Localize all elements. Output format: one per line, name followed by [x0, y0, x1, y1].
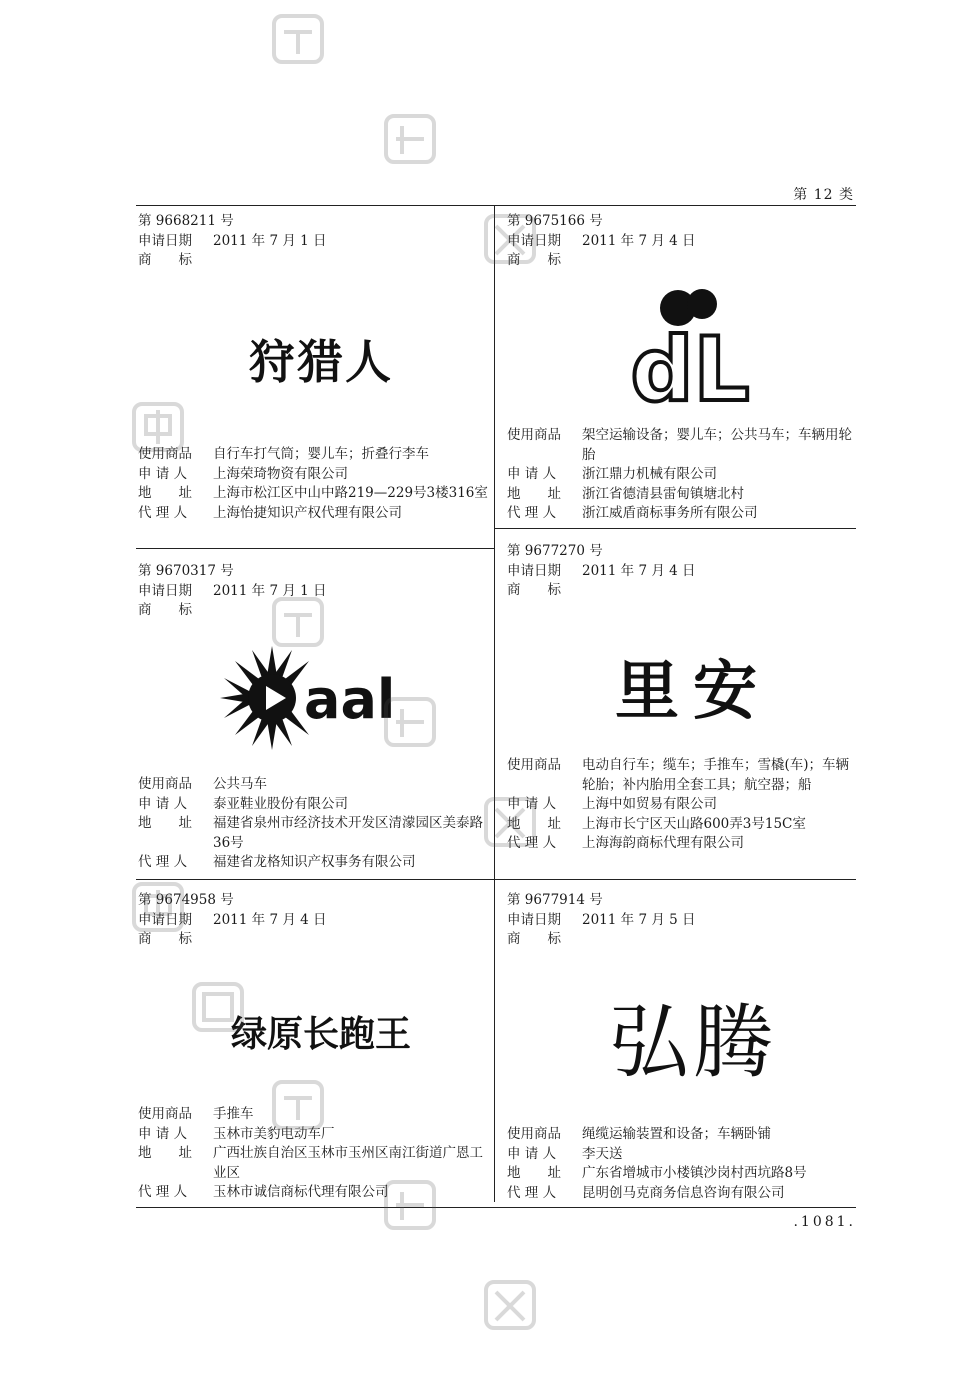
- address-label: 地 址: [507, 815, 561, 832]
- right-rule-2: [495, 879, 856, 880]
- agent: 上海海韵商标代理有限公司: [582, 835, 744, 851]
- agent-label: 代 理 人: [138, 1184, 188, 1200]
- reg-no-prefix: 第: [138, 563, 152, 579]
- left-rule-2: [136, 879, 494, 880]
- agent-label: 代 理 人: [138, 854, 188, 870]
- trademark-entry: [138, 891, 488, 950]
- apply-date: 2011 年 7 月 4 日: [582, 562, 696, 579]
- goods: 手推车: [213, 1106, 254, 1122]
- trademark-image: [580, 618, 806, 744]
- caal-logo-text: aal: [304, 668, 396, 731]
- applicant: 浙江鼎力机械有限公司: [582, 466, 717, 482]
- apply-date: 2011 年 7 月 4 日: [213, 911, 327, 928]
- agent: 福建省龙格知识产权事务有限公司: [213, 854, 416, 870]
- apply-date: 2011 年 7 月 1 日: [213, 232, 327, 249]
- agent-label: 代 理 人: [507, 505, 557, 521]
- bottom-rule: [136, 1207, 856, 1208]
- column-divider: [494, 206, 495, 1202]
- address-label: 地 址: [138, 485, 192, 501]
- reg-no-suffix: 号: [220, 892, 234, 908]
- reg-no-prefix: 第: [138, 213, 152, 229]
- watermark-stamp: [270, 1078, 326, 1132]
- trademark-details: [138, 775, 488, 873]
- sun-icon: [220, 646, 309, 750]
- goods-label: 使用商品: [507, 757, 561, 773]
- watermark-stamp: [382, 695, 438, 749]
- applicant: 李天送: [582, 1145, 623, 1162]
- mark-label: 商 标: [507, 252, 561, 268]
- address-label: 地 址: [138, 815, 192, 831]
- applicant: 玉林市美豹电动车厂: [213, 1125, 335, 1142]
- apply-date: 2011 年 7 月 5 日: [582, 911, 696, 928]
- goods-label: 使用商品: [507, 427, 561, 443]
- agent: 玉林市诚信商标代理有限公司: [213, 1184, 389, 1200]
- date-label: 申请日期: [138, 582, 192, 599]
- reg-no: 9677914: [524, 892, 585, 908]
- reg-no-suffix: 号: [589, 213, 603, 229]
- applicant-label: 申 请 人: [138, 465, 188, 482]
- watermark-stamp: [270, 12, 326, 66]
- mark-label: 商 标: [507, 582, 561, 598]
- goods-label: 使用商品: [138, 446, 192, 462]
- address: 广西壮族自治区玉林市玉州区南江街道广恩工业区: [213, 1145, 483, 1181]
- goods-label: 使用商品: [138, 1106, 192, 1122]
- reg-no-suffix: 号: [589, 892, 603, 908]
- applicant-label: 申 请 人: [507, 796, 557, 812]
- mark-label: 商 标: [507, 931, 561, 947]
- applicant-label: 申 请 人: [138, 1125, 188, 1142]
- address-label: 地 址: [507, 1165, 561, 1181]
- address-label: 地 址: [507, 485, 561, 502]
- watermark-stamp: [382, 112, 438, 166]
- reg-no: 9668211: [155, 213, 216, 229]
- agent-label: 代 理 人: [507, 1184, 557, 1201]
- agent: 昆明创马克商务信息咨询有限公司: [582, 1184, 785, 1201]
- watermark-stamp: [482, 795, 538, 849]
- reg-no-prefix: 第: [507, 543, 521, 559]
- watermark-stamp: [190, 980, 246, 1034]
- goods: 电动自行车；缆车；手推车；雪橇(车)；车辆轮胎；补内胎用全套工具；航空器；船: [582, 757, 850, 793]
- watermark-stamp: [482, 1278, 538, 1332]
- trademark-image: [580, 966, 806, 1092]
- mark-text: 绿原长跑王: [230, 1014, 411, 1055]
- watermark-stamp: [130, 400, 186, 454]
- address: 广东省增城市小楼镇沙岗村西坑路8号: [582, 1165, 807, 1181]
- goods: 架空运输设备；婴儿车；公共马车；车辆用轮胎: [582, 427, 852, 463]
- trademark-details: [507, 756, 857, 854]
- date-label: 申请日期: [138, 911, 192, 928]
- applicant: 泰亚鞋业股份有限公司: [213, 795, 348, 812]
- reg-no-prefix: 第: [507, 213, 521, 229]
- reg-no-suffix: 号: [589, 543, 603, 559]
- apply-date: 2011 年 7 月 4 日: [582, 232, 696, 249]
- right-rule-1: [495, 528, 856, 529]
- trademark-image: [580, 282, 808, 412]
- reg-no-suffix: 号: [220, 213, 234, 229]
- trademark-details: [138, 445, 488, 523]
- trademark-image: [205, 294, 437, 420]
- agent: 浙江威盾商标事务所有限公司: [582, 505, 758, 521]
- mark-label: 商 标: [138, 931, 192, 947]
- trademark-entry: [507, 212, 857, 271]
- goods: 公共马车: [213, 776, 267, 792]
- top-rule: [136, 205, 856, 206]
- reg-no-prefix: 第: [138, 892, 152, 908]
- mark-text: 狩猎人: [249, 335, 393, 389]
- trademark-details: [507, 426, 857, 524]
- goods-label: 使用商品: [138, 776, 192, 792]
- dl-logo-text: dL: [630, 318, 750, 412]
- date-label: 申请日期: [138, 232, 192, 249]
- address-label: 地 址: [138, 1145, 192, 1161]
- agent: 上海怡捷知识产权代理有限公司: [213, 504, 402, 521]
- reg-no: 9675166: [524, 213, 585, 229]
- address: 上海市长宁区天山路600弄3号15C室: [582, 815, 806, 832]
- mark-label: 商 标: [138, 252, 192, 268]
- trademark-entry: [507, 891, 857, 950]
- applicant-label: 申 请 人: [138, 795, 188, 812]
- goods-label: 使用商品: [507, 1126, 561, 1142]
- reg-no: 9674958: [155, 892, 216, 908]
- left-rule-1: [136, 548, 494, 549]
- date-label: 申请日期: [507, 232, 561, 249]
- watermark-stamp: [130, 880, 186, 934]
- watermark-stamp: [382, 1178, 438, 1232]
- reg-no-suffix: 号: [220, 563, 234, 579]
- applicant: 上海中如贸易有限公司: [582, 796, 717, 812]
- date-label: 申请日期: [507, 911, 561, 928]
- applicant-label: 申 请 人: [507, 1145, 557, 1162]
- reg-no-prefix: 第: [507, 892, 521, 908]
- agent-label: 代 理 人: [507, 835, 557, 851]
- reg-no: 9670317: [155, 563, 216, 579]
- trademark-entry: [507, 542, 857, 601]
- address: 上海市松江区中山中路219—229号3楼316室: [213, 485, 488, 501]
- mark-text: 里安: [615, 655, 771, 729]
- trademark-details: [507, 1125, 857, 1203]
- mark-label: 商 标: [138, 602, 192, 618]
- mark-text: 弘腾: [609, 996, 777, 1089]
- class-label: 第 12 类: [793, 187, 854, 203]
- applicant: 上海荣琦物资有限公司: [213, 465, 348, 482]
- trademark-entry: [138, 212, 488, 271]
- apply-date: 2011 年 7 月 1 日: [213, 582, 327, 599]
- reg-no: 9677270: [524, 543, 585, 559]
- page-number: .1081.: [793, 1214, 856, 1230]
- applicant-label: 申 请 人: [507, 466, 557, 482]
- dl-logo: [580, 282, 808, 412]
- goods: 绳缆运输装置和设备；车辆卧铺: [582, 1126, 771, 1142]
- agent-label: 代 理 人: [138, 504, 188, 521]
- goods: 自行车打气筒；婴儿车；折叠行李车: [213, 446, 429, 462]
- address: 浙江省德清县雷甸镇塘北村: [582, 485, 744, 502]
- address: 福建省泉州市经济技术开发区清濛园区美泰路36号: [213, 815, 483, 851]
- watermark-stamp: [482, 212, 538, 266]
- date-label: 申请日期: [507, 562, 561, 579]
- watermark-stamp: [270, 595, 326, 649]
